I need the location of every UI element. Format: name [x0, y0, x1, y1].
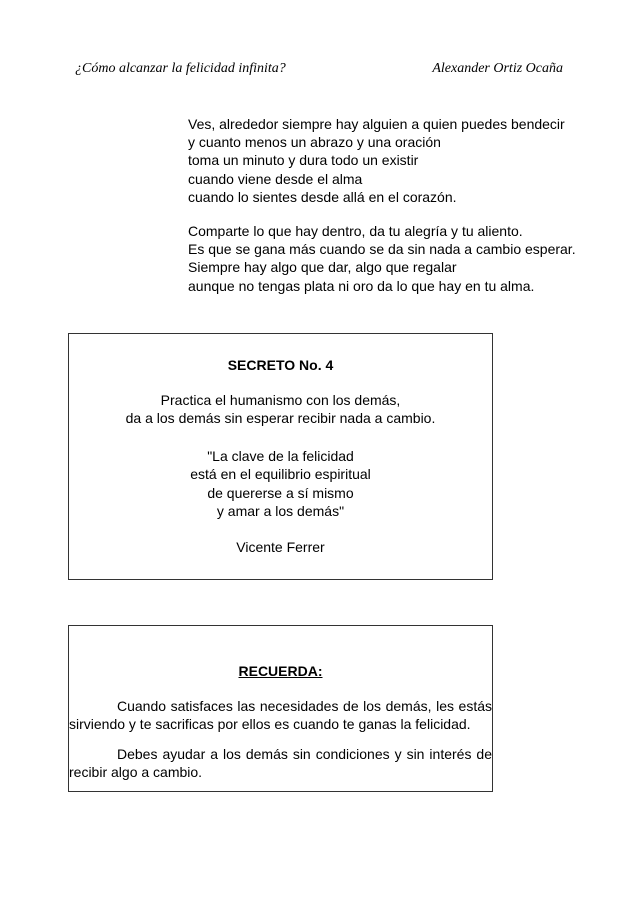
- poem-stanza-1: [188, 115, 576, 206]
- remember-paragraph-2-text: Debes ayudar a los demás sin condiciones y sin interés de recibir algo a cambio.: [69, 746, 492, 781]
- remember-title-text: RECUERDA:: [238, 663, 323, 679]
- poem-line: cuando lo sientes desde allá en el corazón.: [188, 188, 457, 205]
- secret-quote: [69, 447, 492, 521]
- secret-title: SECRETO No. 4: [227, 357, 334, 373]
- remember-paragraph-1: [69, 697, 492, 734]
- poem-line: Comparte lo que hay dentro, da tu alegría y tu aliento.: [188, 223, 523, 240]
- poem-line: Siempre hay algo que dar, algo que regalar: [188, 259, 457, 276]
- book-author: Alexander Ortiz Ocaña: [432, 61, 563, 76]
- quote-author: Vicente Ferrer: [236, 539, 325, 555]
- poem-line: Es que se gana más cuando se da sin nada a cambio esperar.: [188, 241, 576, 258]
- remember-title: [69, 662, 492, 680]
- poem-stanza-2: [188, 222, 576, 295]
- poem-line: y cuanto menos un abrazo y una oración: [188, 134, 441, 151]
- secret-line: da a los demás sin esperar recibir nada a cambio.: [125, 410, 436, 427]
- poem-line: Ves, alrededor siempre hay alguien a quien puedes bendecir: [188, 116, 565, 132]
- secret-box: [68, 333, 493, 580]
- quote-line: y amar a los demás": [216, 503, 345, 520]
- poem: [188, 115, 576, 295]
- quote-line: "La clave de la felicidad: [207, 448, 354, 464]
- quote-line: está en el equilibrio espiritual: [190, 466, 371, 483]
- book-title: ¿Cómo alcanzar la felicidad infinita?: [75, 61, 286, 76]
- quote-line: de quererse a sí mismo: [207, 484, 354, 501]
- remember-box: [68, 625, 493, 792]
- poem-line: aunque no tengas plata ni oro da lo que hay en tu alma.: [188, 277, 535, 294]
- secret-text: [69, 391, 492, 428]
- remember-paragraph-1-text: Cuando satisfaces las necesidades de los demás, les estás sirviendo y te sacrificas por ellos es cuando te ganas la felicidad.: [69, 698, 492, 733]
- secret-line: Practica el humanismo con los demás,: [160, 392, 401, 408]
- poem-line: toma un minuto y dura todo un existir: [188, 152, 419, 169]
- remember-paragraph-2: [69, 745, 492, 782]
- poem-line: cuando viene desde el alma: [188, 170, 363, 187]
